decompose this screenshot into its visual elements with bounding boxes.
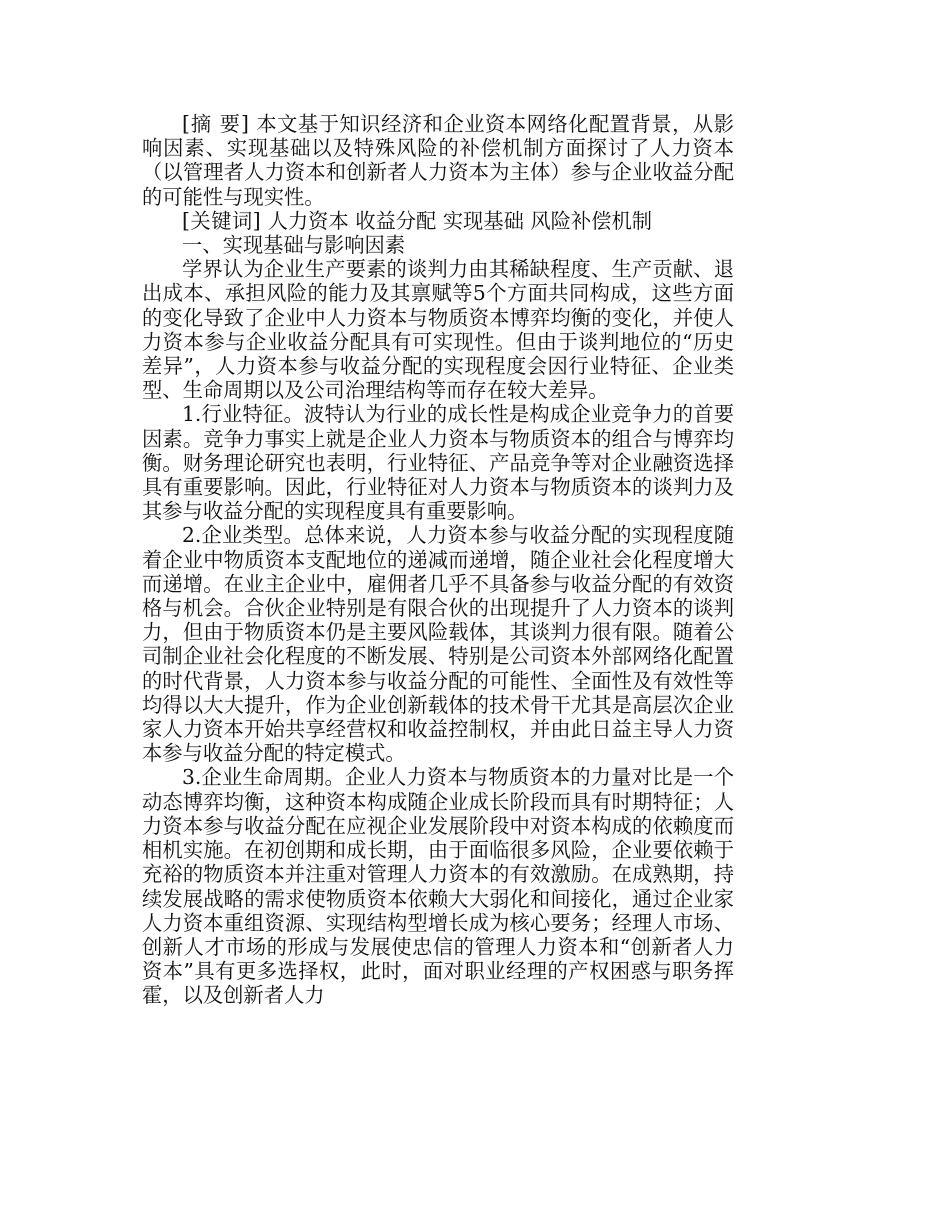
body-paragraph: 2.企业类型。总体来说，人力资本参与收益分配的实现程度随着企业中物质资本支配地位的递减而递增，随企业社会化程度增大而递增。在业主企业中，雇佣者几乎不具备参与收益分配的有效资格与机会。合伙企业特别是有限合伙的出现提升了人力资本的谈判力，但由于物质资本仍是主要风险载体，其谈判力很有限。随着公司制企业社会化程度的不断发展、特别是公司资本外部网络化配置的时代背景，人力资本参与收益分配的可能性、全面性及有效性等均得以大大提升，作为企业创新载体的技术骨干尤其是高层次企业家人力资本开始共享经营权和收益控制权，并由此日益主导人力资本参与收益分配的特定模式。 (142, 523, 734, 766)
keywords-text: 人力资本 收益分配 实现基础 风险补偿机制 (261, 208, 653, 233)
keywords-label: [关键词] (182, 208, 262, 233)
body-paragraph: 1.行业特征。波特认为行业的成长性是构成企业竞争力的首要因素。竞争力事实上就是企业人力资本与物质资本的组合与博弈均衡。财务理论研究也表明，行业特征、产品竞争等对企业融资选择具有重要影响。因此，行业特征对人力资本与物质资本的谈判力及其参与收益分配的实现程度具有重要影响。 (142, 402, 734, 524)
abstract-paragraph (142, 112, 734, 209)
section-heading: 一、实现基础与影响因素 (182, 233, 406, 258)
abstract-label: [摘 要] (182, 112, 250, 136)
keywords-paragraph (142, 209, 734, 233)
body-paragraph: 3.企业生命周期。企业人力资本与物质资本的力量对比是一个动态博弈均衡，这种资本构成随企业成长阶段而具有时期特征；人力资本参与收益分配在应视企业发展阶段中对资本构成的依赖度而相机实施。在初创期和成长期，由于面临很多风险，企业要依赖于充裕的物质资本并注重对管理人力资本的有效激励。在成熟期，持续发展战略的需求使物质资本依赖大大弱化和间接化，通过企业家人力资本重组资源、实现结构型增长成为核心要务；经理人市场、创新人才市场的形成与发展使忠信的管理人力资本和“创新者人力资本”具有更多选择权，此时，面对职业经理的产权困惑与职务挥霍，以及创新者人力 (142, 765, 734, 1008)
body-paragraph: 学界认为企业生产要素的谈判力由其稀缺程度、生产贡献、退出成本、承担风险的能力及其禀赋等5个方面共同构成，这些方面的变化导致了企业中人力资本与物质资本博弈均衡的变化，并使人力资本参与企业收益分配具有可实现性。但由于谈判地位的“历史差异”，人力资本参与收益分配的实现程度会因行业特征、企业类型、生命周期以及公司治理结构等而存在较大差异。 (142, 257, 734, 403)
document-page (142, 112, 734, 1008)
abstract-text: 本文基于知识经济和企业资本网络化配置背景，从影响因素、实现基础以及特殊风险的补偿机制方面探讨了人力资本（以管理者人力资本和创新者人力资本为主体）参与企业收益分配的可能性与现实性。 (142, 112, 734, 209)
